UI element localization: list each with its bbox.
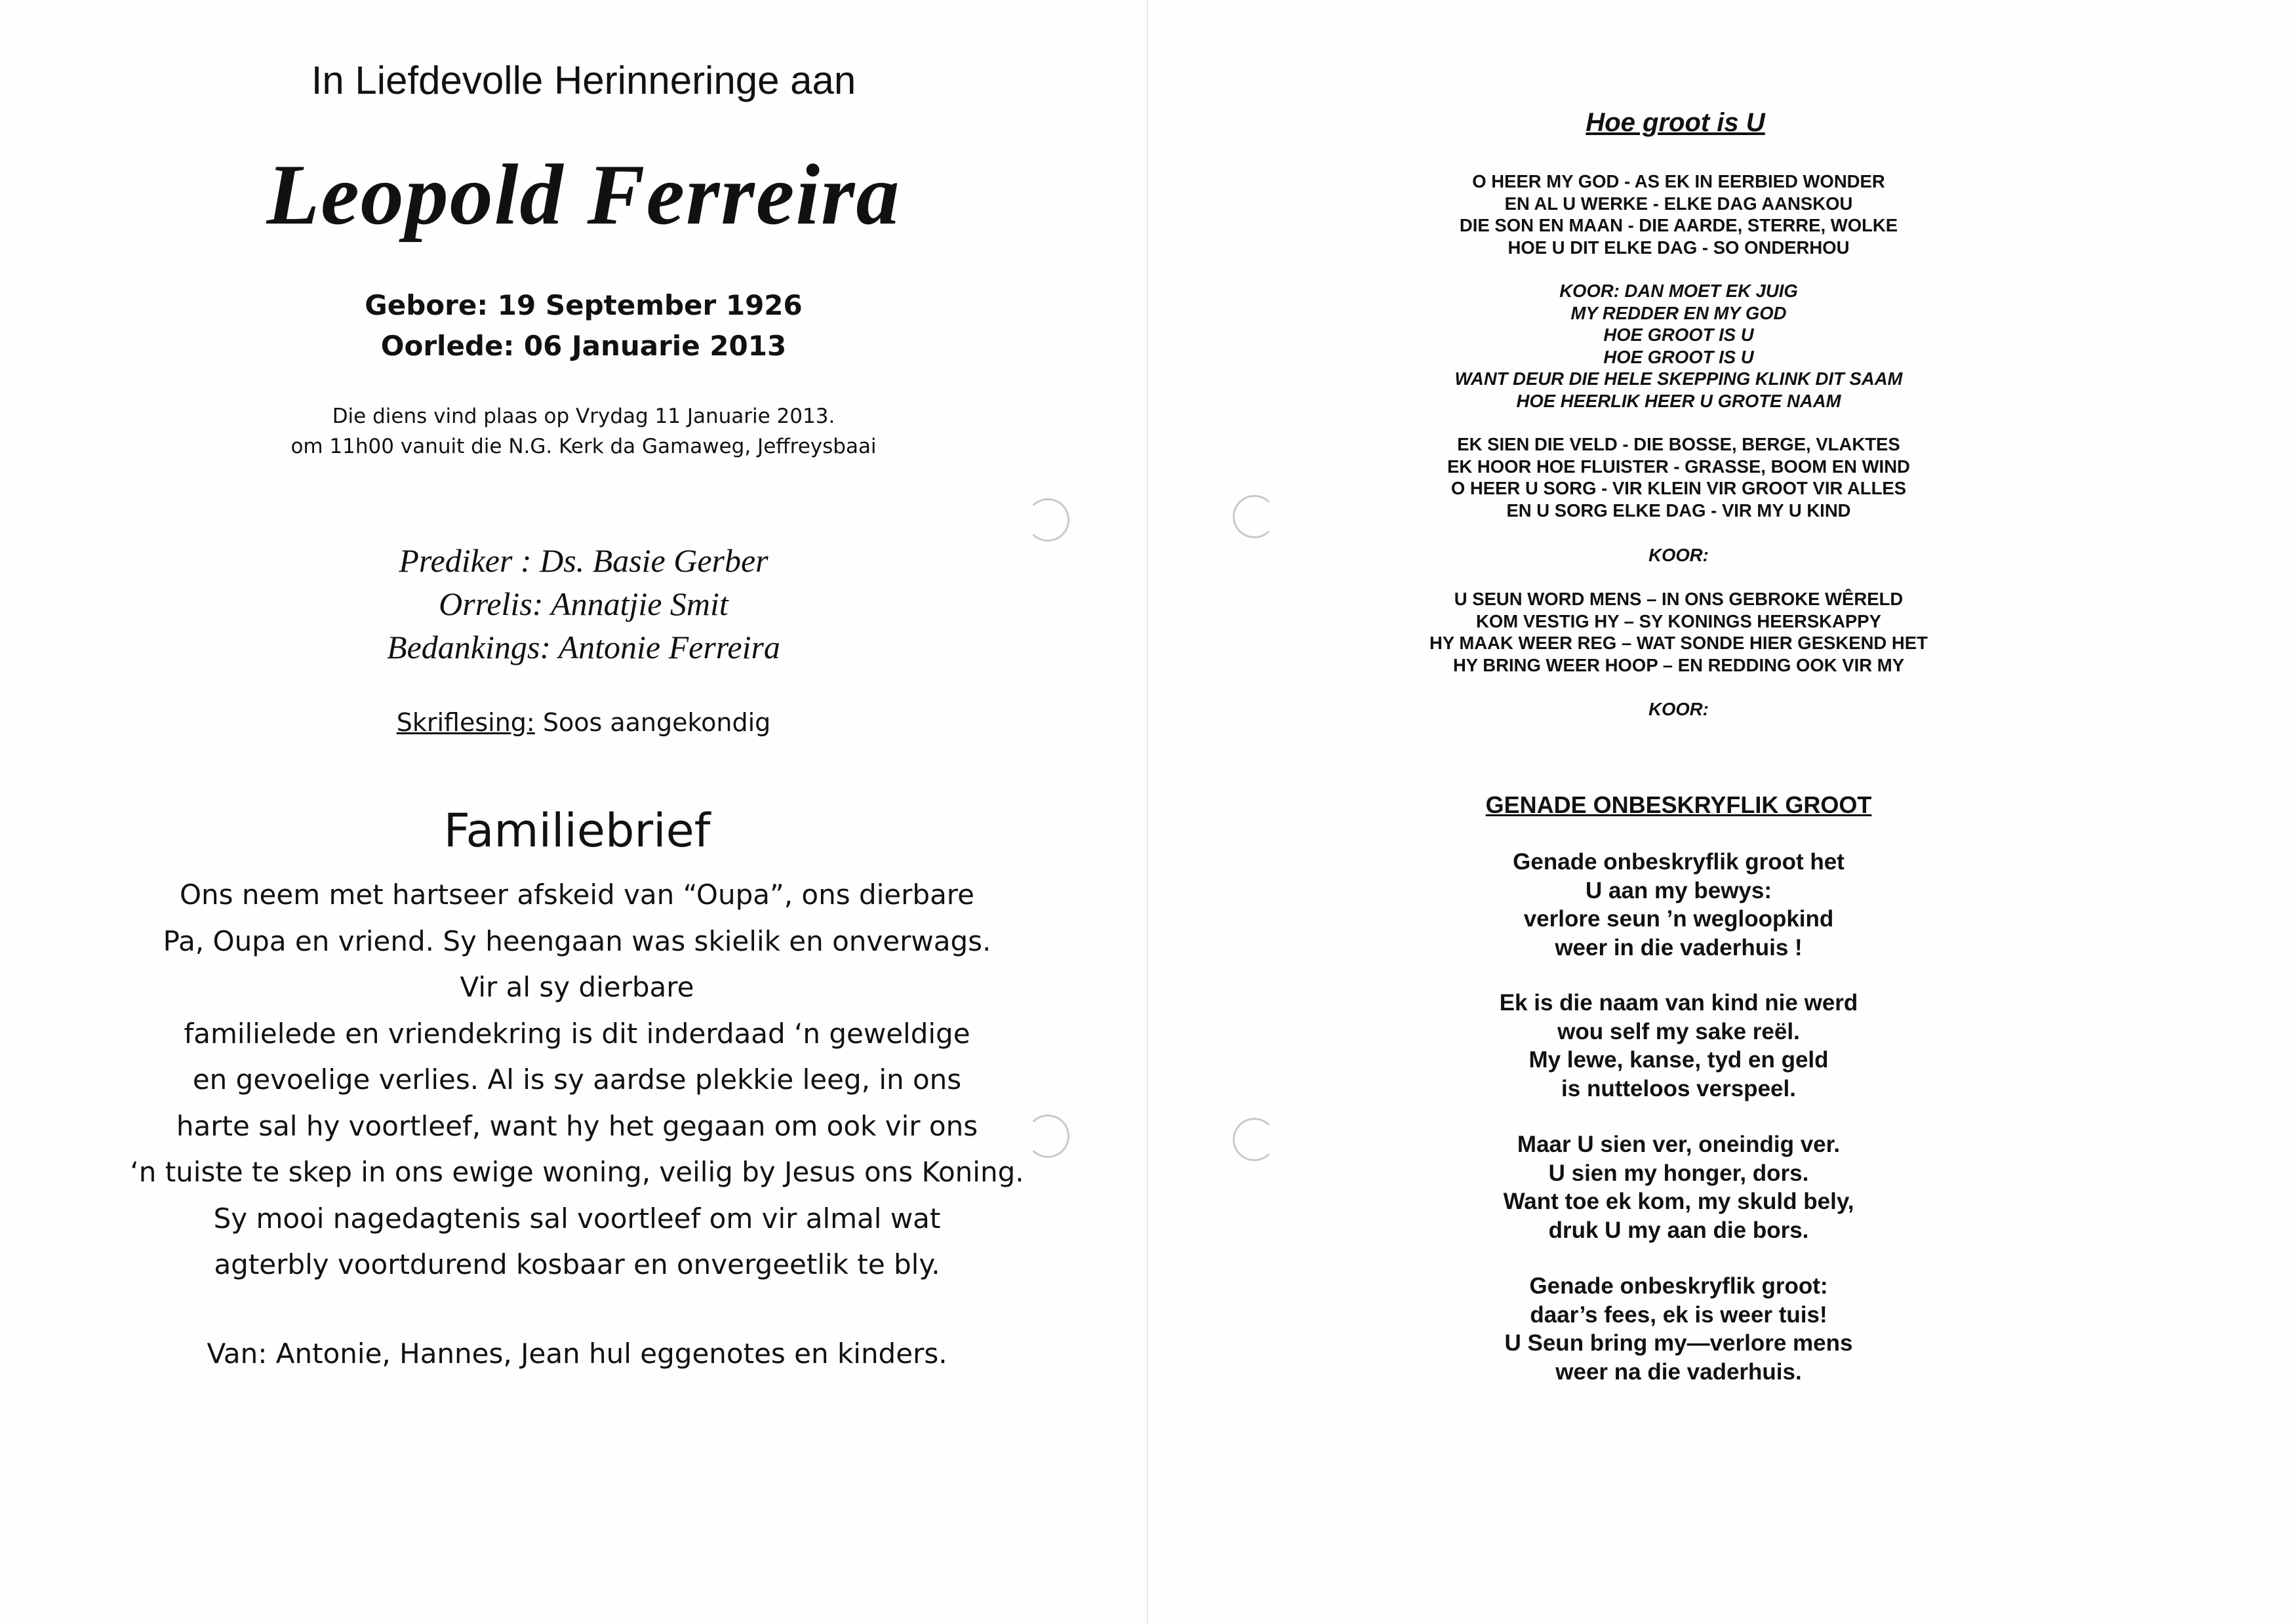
hymn-line: HOE U DIT ELKE DAG - SO ONDERHOU (1507, 237, 1850, 258)
letter-line: ‘n tuiste te skep in ons ewige woning, veilig by Jesus ons Koning. (130, 1156, 1024, 1188)
hymn-line: Maar U sien ver, oneindig ver. (1517, 1132, 1841, 1157)
hymn-line: is nutteloos verspeel. (1561, 1075, 1796, 1101)
hymn-line: weer in die vaderhuis ! (1555, 934, 1803, 961)
hymn-line: O HEER MY GOD - AS EK IN EERBIED WONDER (1472, 171, 1885, 191)
hymn2-verse4 (1161, 1272, 2295, 1386)
officiant-thanks: Bedankings: Antonie Ferreira (387, 629, 780, 665)
hymn-line: weer na die vaderhuis. (1555, 1358, 1802, 1385)
reading-label: Skriflesing: (396, 708, 535, 737)
birth-date: Gebore: 19 September 1926 (365, 289, 803, 321)
hymn-line: wou self my sake reël. (1557, 1018, 1800, 1044)
hymn2-verse3 (1161, 1130, 2295, 1244)
hymn1-verse1 (1161, 170, 2295, 258)
hymn-line: HOE GROOT IS U (1603, 346, 1754, 367)
officiant-organist: Orrelis: Annatjie Smit (439, 585, 728, 622)
hymn1-chorus (1161, 280, 2295, 412)
hymn1-verse2 (1161, 433, 2295, 521)
hymn-line: DIE SON EN MAAN - DIE AARDE, STERRE, WOLKE (1459, 215, 1898, 235)
hymn-line: KOM VESTIG HY – SY KONINGS HEERSKAPPY (1476, 610, 1881, 631)
letter-title: Familiebrief (443, 804, 711, 858)
hymn-line: U aan my bewys: (1586, 877, 1772, 903)
hymn-line: daar’s fees, ek is weer tuis! (1530, 1301, 1827, 1328)
hymn-line: druk U my aan die bors. (1548, 1217, 1809, 1243)
hymn-line: U SEUN WORD MENS – IN ONS GEBROKE WÊRELD (1454, 589, 1904, 609)
hymn-line: Ek is die naam van kind nie werd (1499, 990, 1858, 1016)
service-line: Die diens vind plaas op Vrydag 11 Januarie 2013. (332, 405, 835, 428)
hymn-line: KOOR: DAN MOET EK JUIG (1559, 281, 1798, 301)
koor-label: KOOR: (1648, 545, 1709, 565)
officiant-preacher: Prediker : Ds. Basie Gerber (399, 542, 768, 579)
punch-hole-icon (1026, 1115, 1069, 1158)
hymn-line: EN AL U WERKE - ELKE DAG AANSKOU (1504, 193, 1853, 214)
hymn-line: Genade onbeskryflik groot: (1529, 1273, 1828, 1299)
hymn-line: verlore seun ’n wegloopkind (1523, 906, 1834, 932)
letter-body (20, 872, 1134, 1288)
memorial-lead: In Liefdevolle Herinneringe aan (311, 58, 856, 102)
hymn-line: EN U SORG ELKE DAG - VIR MY U KIND (1506, 500, 1851, 521)
letter-line: harte sal hy voortleef, want hy het gegaan om ook vir ons (176, 1109, 978, 1142)
hymn-line: HOE GROOT IS U (1603, 325, 1754, 345)
hymn-line: O HEER U SORG - VIR KLEIN VIR GROOT VIR ALLES (1450, 478, 1907, 498)
letter-line: familielede en vriendekring is dit inderdaad ‘n geweldige (184, 1017, 970, 1050)
letter-signature: Van: Antonie, Hannes, Jean hul eggenotes en kinders. (207, 1337, 948, 1370)
hymn2-title: GENADE ONBESKRYFLIK GROOT (1485, 791, 1872, 818)
hymn1-verse3 (1161, 588, 2295, 676)
letter-line: agterbly voortdurend kosbaar en onvergeetlik te bly. (214, 1248, 940, 1280)
letter-line: Pa, Oupa en vriend. Sy heengaan was skielik en onverwags. (163, 924, 991, 957)
hymn-line: Want toe ek kom, my skuld bely, (1503, 1189, 1854, 1214)
hymn-line: EK SIEN DIE VELD - DIE BOSSE, BERGE, VLAKTES (1457, 434, 1900, 454)
letter-line: Ons neem met hartseer afskeid van “Oupa”, ons dierbare (180, 879, 974, 911)
hymn-line: MY REDDER EN MY GOD (1570, 302, 1787, 323)
hymn-line: EK HOOR HOE FLUISTER - GRASSE, BOOM EN WIND (1447, 456, 1910, 477)
service-details (26, 401, 1141, 462)
hymn2-verse2 (1161, 989, 2295, 1103)
hymn-line: HY BRING WEER HOOP – EN REDDING OOK VIR MY (1452, 654, 1905, 675)
letter-line: en gevoelige verlies. Al is sy aardse plekkie leeg, in ons (192, 1063, 962, 1096)
letter-line: Vir al sy dierbare (460, 971, 694, 1003)
officiants (26, 539, 1141, 669)
punch-hole-icon (1026, 498, 1069, 542)
hymn-line: U Seun bring my—verlore mens (1504, 1330, 1853, 1356)
hymn-line: My lewe, kanse, tyd en geld (1528, 1047, 1829, 1073)
hymn1-title: Hoe groot is U (1586, 108, 1765, 137)
letter-line: Sy mooi nagedagtenis sal voortleef om vir almal wat (213, 1202, 941, 1235)
hymn-line: HOE HEERLIK HEER U GROTE NAAM (1516, 390, 1841, 411)
life-dates (26, 285, 1141, 366)
koor-label: KOOR: (1648, 699, 1709, 719)
death-date: Oorlede: 06 Januarie 2013 (380, 330, 787, 362)
reading-value: Soos aangekondig (542, 708, 771, 737)
hymn-line: HY MAAK WEER REG – WAT SONDE HIER GESKEND HET (1429, 633, 1928, 653)
hymn2-verse1 (1161, 848, 2295, 962)
hymn-line: Genade onbeskryflik groot het (1513, 849, 1845, 875)
hymn-line: WANT DEUR DIE HELE SKEPPING KLINK DIT SAAM (1454, 368, 1903, 389)
scripture-reading (26, 708, 1141, 737)
hymn-line: U sien my honger, dors. (1548, 1160, 1809, 1186)
deceased-name: Leopold Ferreira (266, 146, 901, 243)
service-line: om 11h00 vanuit die N.G. Kerk da Gamaweg, Jeffreysbaai (290, 435, 877, 458)
